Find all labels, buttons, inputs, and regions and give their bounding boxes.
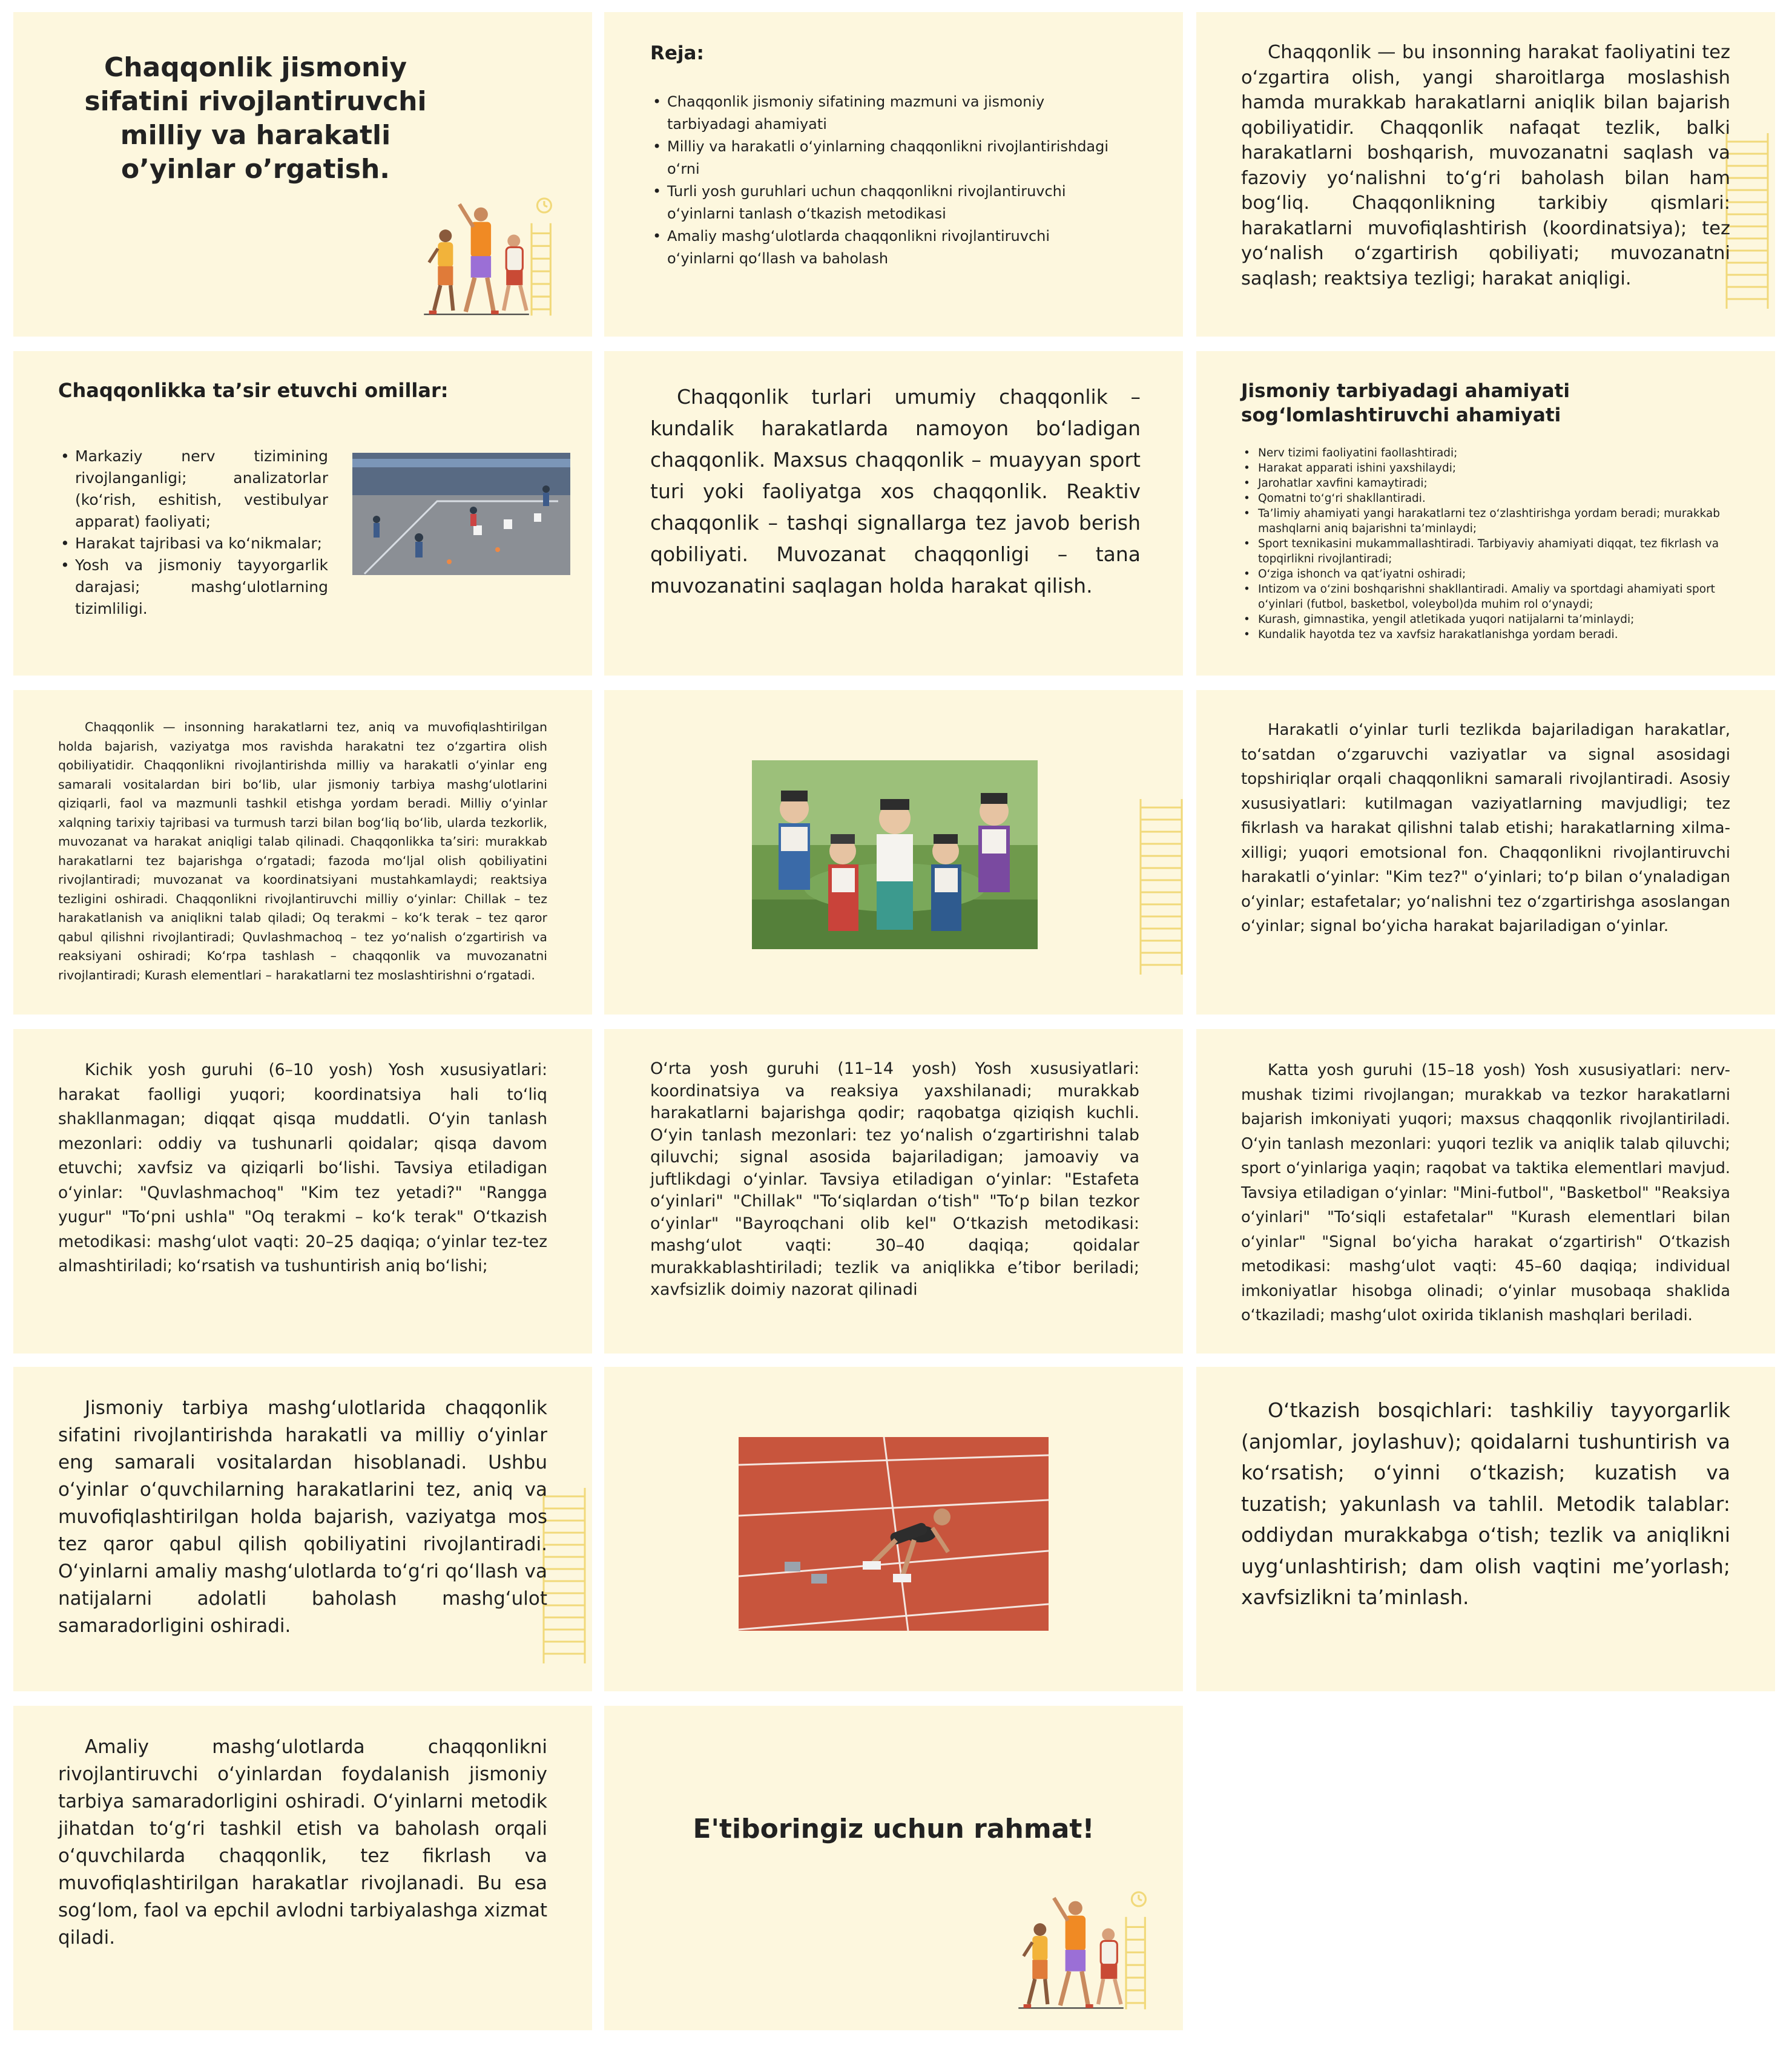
ladder-decoration <box>540 1488 588 1663</box>
conclusion-text: Jismoniy tarbiya mashg‘ulotlarida chaqqonlik sifatini rivojlantirishda harakatli va milliy o‘yinlar eng samarali vositalardan hisoblanadi. Ushbu o‘yinlar o‘quvchilarning harakatlarini tez, aniq va muvofiqlashtirilgan holda bajarish, vaziyatga mos tez qaror qabul qilish qobiliyatini rivojlantiradi. O‘yinlarni amaliy mashg‘ulotlarda to‘g‘ri qo‘llash va natijalarni adolatli baholash mashg‘ulot samaradorligini oshiradi. <box>58 1397 547 1637</box>
importance-item: • Qomatni to‘g‘ri shakllantiradi. <box>1241 491 1738 506</box>
importance-item: • Kurash, gimnastika, yengil atletikada yuqori natijalarni ta’minlaydi; <box>1241 612 1738 627</box>
junior-group-text: Kichik yosh guruhi (6–10 yosh) Yosh xususiyatlari: harakat faolligi yuqori; koordinatsiya hali to‘liq shakllanmagan; diqqat qisqa muddatli. O‘yin tanlash mezonlari: oddiy va tushunarli qoidalar; qisqa davom etuvchi; xavfsiz va qiziqarli bo‘lishi. Tavsiya etiladigan o‘yinlar: "Quvlashmachoq" "Kim tez yetadi?" "Rangga yugur" "To‘pni ushla" "Oq terakmi – ko‘k terak" O‘tkazish metodikasi: mashg‘ulot vaqti: 20–25 daqiqa; o‘yinlar tez-tez almashtiriladi; ko‘rsatish va tushuntirish aniq bo‘lishi; <box>58 1061 547 1275</box>
importance-item: • Sport texnikasini mukammallashtiradi. Tarbiyaviy ahamiyati diqqat, tez fikrlash va topqirlikni rivojlantiradi; <box>1241 536 1738 567</box>
ladder-decoration <box>1137 799 1183 975</box>
factors-list <box>58 446 328 620</box>
slide-12-senior-group <box>1196 1029 1775 1354</box>
plan-heading: Reja: <box>650 42 704 64</box>
importance-item: • Harakat apparati ishini yaxshilaydi; <box>1241 461 1738 476</box>
ladder-decoration <box>1723 133 1771 309</box>
plan-item: • Milliy va harakatli o‘yinlarning chaqqonlikni rivojlantirishdagi o‘rni <box>650 136 1110 180</box>
factors-heading: Chaqqonlikka ta’sir etuvchi omillar: <box>58 379 449 402</box>
slide-13-conclusion <box>13 1367 592 1691</box>
kids-exercising-illustration <box>420 191 559 318</box>
presentation-title: Chaqqonlik jismoniy sifatini rivojlantiruvchi milliy va harakatli o’yinlar o’rgatish. <box>84 52 427 185</box>
middle-group-text: O‘rta yosh guruhi (11–14 yosh) Yosh xususiyatlari: koordinatsiya va reaksiya yaxshilanadi; murakkab harakatlarni bajarishga qodir; raqobatga qiziqish kuchli. O‘yin tanlash mezonlari: tez yo‘nalish o‘zgartirishni talab qiluvchi; signal asosida bajariladigan; jamoaviy va juftlikdagi o‘yinlar. Tavsiya etiladigan o‘yinlar: "Estafeta o‘yinlari" "Chillak" "To‘siqlardan o‘tish" "To‘p bilan tezkor o‘yinlar" "Bayroqchani olib kel" O‘tkazish metodikasi: mashg‘ulot vaqti: 30–40 daqiqa; qoidalar murakkablashtiriladi; tezlik va aniqlikka e’tibor beriladi; xavfsizlik doimiy nazorat qilinadi <box>650 1059 1139 1299</box>
kids-exercising-illustration <box>1015 1885 1154 2012</box>
slide-1-title <box>13 12 592 337</box>
slide-15-stages <box>1196 1367 1775 1691</box>
senior-group-text: Katta yosh guruhi (15–18 yosh) Yosh xususiyatlari: nerv-mushak tizimi rivojlangan; murakkab va tezkor harakatlarni bajarish imkoniyati yuqori; maxsus chaqqonlik rivojlantiriladi. O‘yin tanlash mezonlari: yuqori tezlik va aniqlik talab qiluvchi; sport o‘yinlariga yaqin; raqobat va taktika elementlari mavjud. Tavsiya etiladigan o‘yinlar: "Mini-futbol", "Basketbol" "Reaksiya o‘yinlari" "To‘siqli estafetalar" "Kurash elementlari bilan o‘yinlar" "Signal bo‘yicha harakat o‘zgartirish" O‘tkazish metodikasi: mashg‘ulot vaqti: 45–60 daqiqa; individual imkoniyatlar hisobga olinadi; o‘yinlar musobaqa shaklida o‘tkaziladi; mashg‘ulot oxirida tiklanish mashqlari beriladi. <box>1241 1061 1730 1324</box>
national-games-text: Chaqqonlik — insonning harakatlarni tez, aniq va muvofiqlashtirilgan holda bajarish, vaziyatga mos ravishda harakatni tez o‘zgartira olish qobiliyatidir. Chaqqonlikni rivojlantirishda milliy va harakatli o‘yinlar eng samarali vositalardan biri bo‘lib, ular jismoniy tarbiya mashg‘ulotlarini qiziqarli, faol va mazmunli tashkil etishga yordam beradi. Milliy o‘yinlar xalqning tarixiy tajribasi va turmush tarzi bilan bog‘liq bo‘lib, ularda tezkorlik, muvozanat va harakat aniqligi talab qilinadi. Chaqqonlikka ta’siri: murakkab harakatlarni tez bajarishga o‘rgatadi; fazoda mo‘ljal olish qobiliyatini rivojlantiradi; muvozanat va koordinatsiyani mustahkamlaydi; reaktsiya tezligini oshiradi. Chaqqonlikni rivojlantiruvchi milliy o‘yinlar: Chillak – tez harakatlanish va aniqlikni talab qiladi; Oq terakmi – ko‘k terak – tez qaror qabul qilishni rivojlantiradi; Quvlashmachoq – tez yo‘nalish o‘zgartirish va reaksiyani oshiradi; Ko‘rpa tashlash – chaqqonlik va muvozanatni rivojlantiradi; Kurash elementlari – harakatlarni tez moslashtirishni o‘rgatadi. <box>58 720 547 982</box>
factor-item: • Yosh va jismoniy tayyorgarlik darajasi; mashg‘ulotlarning tizimliligi. <box>58 554 328 620</box>
sprinter-start-photo <box>739 1437 1049 1631</box>
stages-text: O‘tkazish bosqichlari: tashkiliy tayyorgarlik (anjomlar, joylashuv); qoidalarni tushuntirish va ko‘rsatish; o‘yinni o‘tkazish; kuzatish va tuzatish; yakunlash va tahlil. Metodik talablar: oddiydan murakkabga o‘tish; tezlik va aniqlikni uyg‘unlashtirish; dam olish vaqtini me’yorlash; xavfsizlikni ta’minlash. <box>1241 1398 1730 1609</box>
slide-6-importance <box>1196 351 1775 676</box>
slide-14-photo <box>604 1367 1183 1691</box>
slide-8-photo <box>604 690 1183 1015</box>
active-games-text: Harakatli o‘yinlar turli tezlikda bajariladigan harakatlar, to‘satdan o‘zgaruvchi vaziyatlar va signal asosidagi topshiriqlar orqali chaqqonlikni samarali rivojlantiradi. Asosiy xususiyatlari: kutilmagan vaziyatlarning mavjudligi; tez fikrlash va harakat qilishni talab etishi; harakatlarning xilma-xilligi; yuqori emotsional fon. Chaqqonlikni rivojlantiruvchi harakatli o‘yinlar: "Kim tez?" o‘yinlari; to‘p bilan o‘ynaladigan o‘yinlar; estafetalar; yo‘nalishni tez o‘zgartirishga asoslangan o‘yinlar; signal bo‘yicha harakat bajariladigan o‘yinlar. <box>1241 721 1730 935</box>
importance-item: • Nerv tizimi faoliyatini faollashtiradi; <box>1241 446 1738 461</box>
importance-item: • Ta’limiy ahamiyati yangi harakatlarni tez o‘zlashtirishga yordam beradi; murakkab mashqlarni aniq bajarishni ta’minlaydi; <box>1241 506 1738 536</box>
importance-item: • Intizom va o‘zini boshqarishni shakllantiradi. Amaliy va sportdagi ahamiyati sport o‘yinlari (futbol, basketbol, voleybol)da muhim rol o‘ynaydi; <box>1241 582 1738 612</box>
slide-10-junior-group <box>13 1029 592 1354</box>
slide-11-middle-group <box>604 1029 1183 1354</box>
importance-item: • Jarohatlar xavfini kamaytiradi; <box>1241 476 1738 491</box>
slide-17-thanks <box>604 1706 1183 2030</box>
slide-5-types <box>604 351 1183 676</box>
plan-item: • Chaqqonlik jismoniy sifatining mazmuni va jismoniy tarbiyadagi ahamiyati <box>650 91 1110 136</box>
plan-item: • Turli yosh guruhlari uchun chaqqonlikni rivojlantiruvchi o‘yinlarni tanlash o‘tkazish metodikasi <box>650 180 1110 225</box>
factor-item: • Harakat tajribasi va ko‘nikmalar; <box>58 533 328 554</box>
slide-7-national-games <box>13 690 592 1015</box>
factor-item: • Markaziy nerv tizimining rivojlanganligi; analizatorlar (ko‘rish, eshitish, vestibulyar apparat) faoliyati; <box>58 446 328 533</box>
importance-heading: Jismoniy tarbiyadagi ahamiyati sog‘lomlashtiruvchi ahamiyati <box>1241 380 1570 426</box>
slide-2-plan <box>604 12 1183 337</box>
slide-4-factors <box>13 351 592 676</box>
plan-item: • Amaliy mashg‘ulotlarda chaqqonlikni rivojlantiruvchi o‘yinlarni qo‘llash va baholash <box>650 225 1110 270</box>
agility-types-text: Chaqqonlik turlari umumiy chaqqonlik – kundalik harakatlarda namoyon bo‘ladigan chaqqonlik. Maxsus chaqqonlik – muayyan sport turi yoki faoliyatga xos chaqqonlik. Reaktiv chaqqonlik – tashqi signallarga tez javob berish qobiliyati. Muvozanat chaqqonligi – tana muvozanatini saqlagan holda harakat qilish. <box>650 385 1141 597</box>
children-national-game-photo <box>752 760 1038 949</box>
slide-16-summary <box>13 1706 592 2030</box>
importance-item: • O‘ziga ishonch va qat’iyatni oshiradi; <box>1241 567 1738 582</box>
importance-item: • Kundalik hayotda tez va xavfsiz harakatlanishga yordam beradi. <box>1241 627 1738 642</box>
sports-hall-photo <box>352 453 570 575</box>
definition-text: Chaqqonlik — bu insonning harakat faoliyatini tez o‘zgartira olish, yangi sharoitlarga moslashish hamda murakkab harakatlarni aniqlik bilan bajarish qobiliyatidir. Chaqqonlik nafaqat tezlik, balki harakatlarni boshqarish, muvozanatni saqlash va fazoviy yo‘nalishni to‘g‘ri baholash bilan ham bog‘liq. Chaqqonlikning tarkibiy qismlari: harakatlarni muvofiqlashtirish (koordinatsiya); tez yo‘nalish o‘zgartirish qobiliyati; muvozanatni saqlash; reaktsiya tezligi; harakat aniqligi. <box>1241 42 1730 289</box>
importance-list <box>1241 446 1738 642</box>
thank-you-title: E'tiboringiz uchun rahmat! <box>693 1814 1095 1844</box>
plan-list <box>650 91 1110 270</box>
slide-9-active-games <box>1196 690 1775 1015</box>
slide-3-definition <box>1196 12 1775 337</box>
summary-text: Amaliy mashg‘ulotlarda chaqqonlikni rivojlantiruvchi o‘yinlardan foydalanish jismoniy tarbiya samaradorligini oshiradi. O‘yinlarni metodik jihatdan to‘g‘ri tashkil etish va baholash orqali o‘quvchilarda chaqqonlik, tez fikrlash va muvofiqlashtirilgan harakatlar rivojlanadi. Bu esa sog‘lom, faol va epchil avlodni tarbiyalashga xizmat qiladi. <box>58 1736 547 1949</box>
